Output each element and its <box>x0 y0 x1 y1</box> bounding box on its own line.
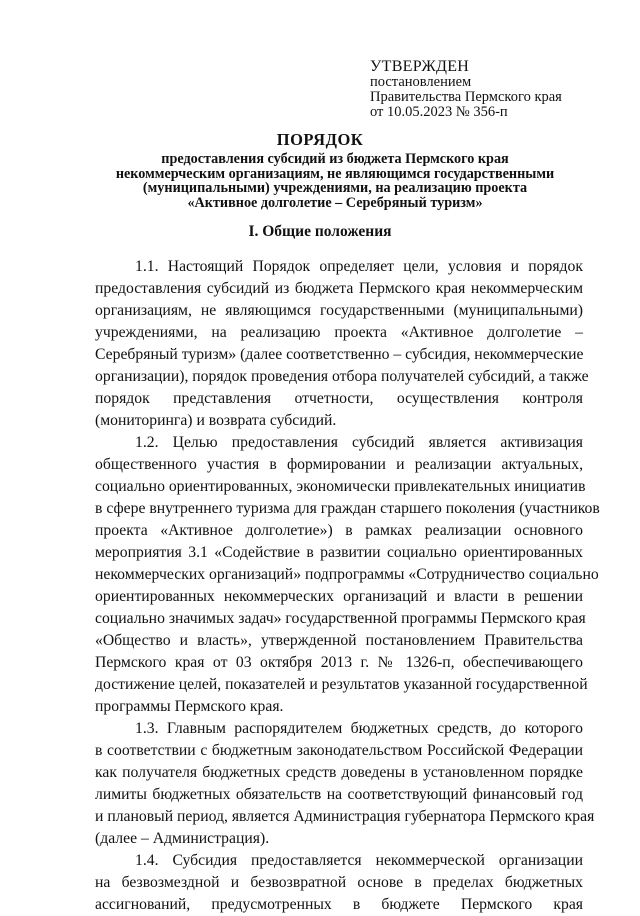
text-line: Пермского края от 03 октября 2013 г. № 1326-п, обеспечивающего <box>95 654 583 671</box>
paragraph-1-3 <box>95 718 595 850</box>
paragraph-1-4 <box>95 850 583 916</box>
text-line: ориентированных некоммерческих организаций и власти в решении <box>95 588 583 605</box>
text-line: в соответствии с бюджетным законодательством Российской Федерации <box>95 742 583 759</box>
subtitle-line: «Активное долголетие – Серебряный туризм» <box>187 194 483 211</box>
text-line: и плановый период, является Администрация губернатора Пермского края <box>95 808 595 825</box>
subtitle-line: (муниципальными) учреждениями, на реализацию проекта <box>142 180 528 196</box>
paragraph-1-2 <box>95 432 600 718</box>
paragraph-1-1 <box>95 256 589 432</box>
document-subtitle <box>80 152 590 210</box>
text-line: организации), порядок проведения отбора получателей субсидий, а также <box>95 368 589 385</box>
approval-stamp <box>370 58 562 120</box>
text-line: достижение целей, показателей и результатов указанной государственной <box>95 676 588 693</box>
subtitle-line: некоммерческим организациям, не являющимся государственными <box>115 165 555 182</box>
text-line: (мониторинга) и возврата субсидий. <box>95 412 337 429</box>
text-line: ассигнований, предусмотренных в бюджете Пермского края <box>95 896 583 913</box>
text-line: 1.3. Главным распорядителем бюджетных средств, до которого <box>135 720 583 737</box>
approval-line-1: постановлением <box>370 74 472 90</box>
text-line: 1.1. Настоящий Порядок определяет цели, условия и порядок <box>135 258 583 275</box>
text-line: (далее – Администрация). <box>95 830 270 847</box>
text-line: «Общество и власть», утвержденной постановлением Правительства <box>95 632 583 649</box>
section-heading: I. Общие положения <box>248 223 392 240</box>
subtitle-line: предоставления субсидий из бюджета Пермского края <box>161 151 509 167</box>
document-body <box>95 256 600 916</box>
approval-line-3: от 10.05.2023 № 356-п <box>370 104 508 120</box>
text-line: социально значимых задач» государственной программы Пермского края <box>95 610 586 627</box>
text-line: 1.2. Целью предоставления субсидий является активизация <box>135 434 583 451</box>
text-line: как получателя бюджетных средств доведены в установленном порядке <box>95 764 583 781</box>
document-title: ПОРЯДОК <box>276 130 364 149</box>
text-line: программы Пермского края. <box>95 698 284 715</box>
text-line: предоставления субсидий из бюджета Пермского края некоммерческим <box>95 280 583 297</box>
text-line: Серебряный туризм» (далее соответственно – субсидия, некоммерческие <box>95 346 584 363</box>
approval-heading: УТВЕРЖДЕН <box>370 58 470 75</box>
text-line: мероприятия 3.1 «Содействие в развитии социально ориентированных <box>95 544 583 561</box>
text-line: лимиты бюджетных обязательств на соответствующий финансовый год <box>95 786 583 803</box>
text-line: проекта «Активное долголетие») в рамках реализации основного <box>95 522 583 539</box>
text-line: в сфере внутреннего туризма для граждан старшего поколения (участников <box>95 500 600 517</box>
text-line: общественного участия в формировании и реализации актуальных, <box>95 456 583 473</box>
approval-line-2: Правительства Пермского края <box>370 89 562 105</box>
text-line: на безвозмездной и безвозвратной основе в пределах бюджетных <box>95 874 583 891</box>
text-line: порядок представления отчетности, осуществления контроля <box>95 390 583 407</box>
text-line: некоммерческих организаций» подпрограммы «Сотрудничество социально <box>95 566 599 583</box>
text-line: учреждениями, на реализацию проекта «Активное долголетие – <box>95 324 583 341</box>
text-line: социально ориентированных, экономически привлекательных инициатив <box>95 478 586 495</box>
text-line: 1.4. Субсидия предоставляется некоммерческой организации <box>135 852 583 869</box>
text-line: организациям, не являющимся государственными (муниципальными) <box>95 302 583 319</box>
